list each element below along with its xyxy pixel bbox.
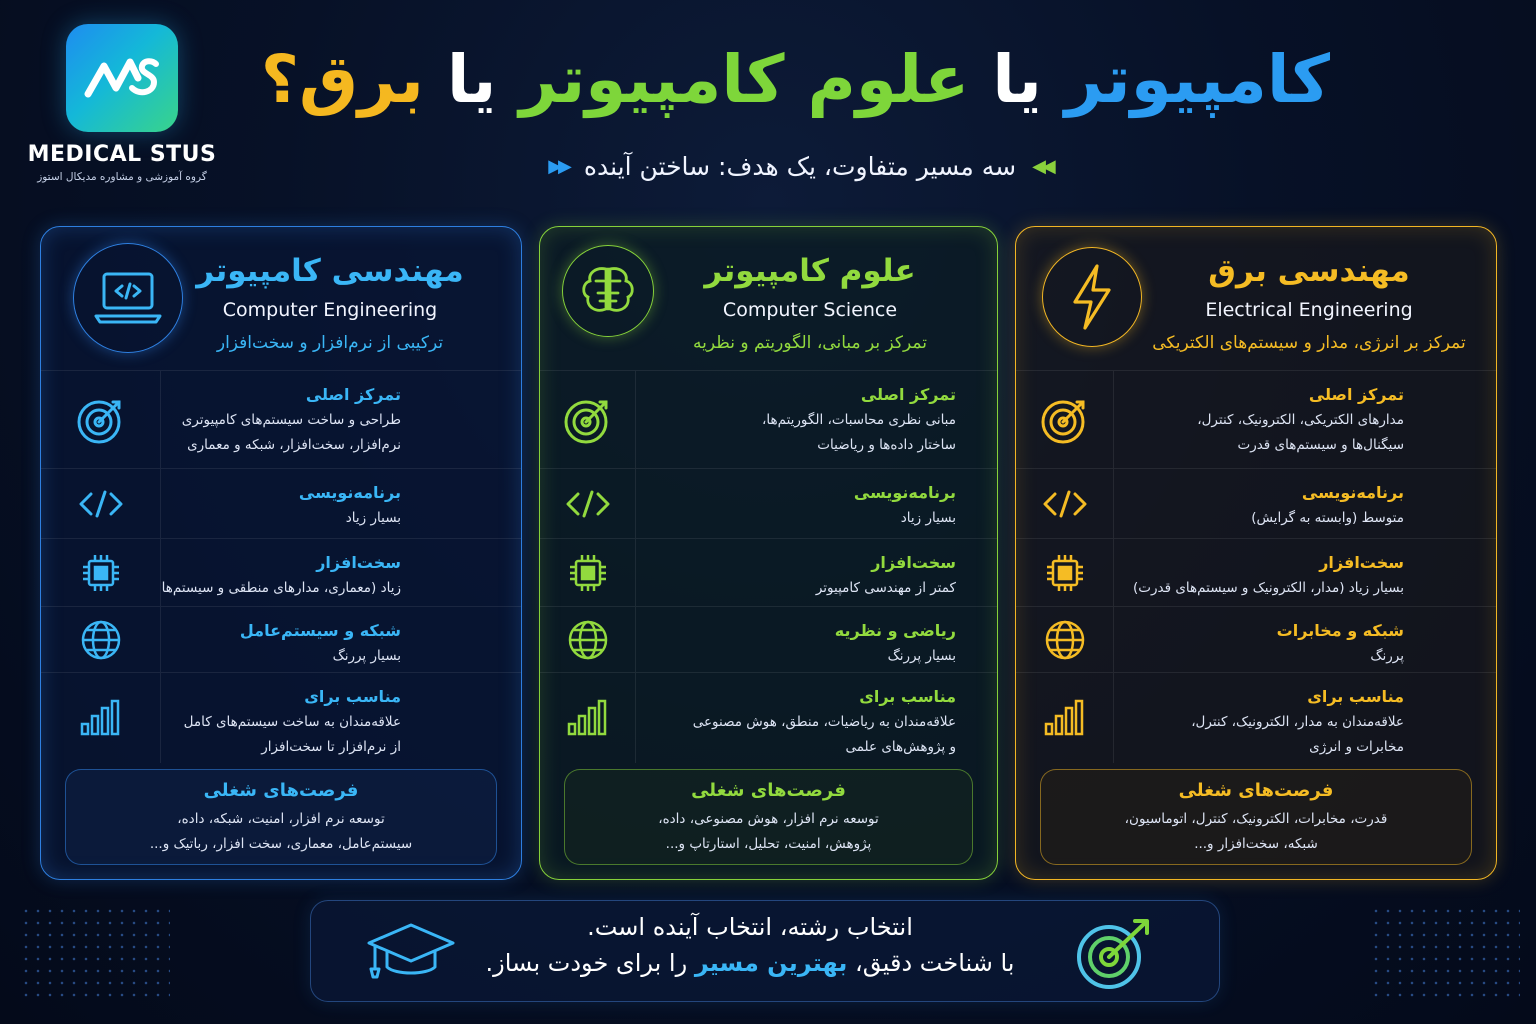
row-body: بسیار زیاد (900, 510, 956, 526)
logo-name: MEDICAL STUS (27, 142, 217, 167)
row-title: سخت‌افزار (316, 553, 401, 572)
row-network (41, 607, 521, 673)
lightning-bolt-icon (1042, 247, 1142, 347)
jobs-body: قدرت، مخابرات، الکترونیک، کنترل، اتوماسیون، شبکه، سخت‌افزار و... (1124, 811, 1388, 852)
logo-subtitle: گروه آموزشی و مشاوره مدیکال استوز (37, 171, 207, 183)
row-body: زیاد (معماری، مدارهای منطقی و سیستم‌ها (161, 580, 401, 596)
row-programming (41, 469, 521, 539)
row-body: پررنگ (1370, 648, 1404, 664)
row-body: مبانی نظری محاسبات، الگوریتم‌ها، ساختار داده‌ها و ریاضیات (762, 412, 956, 453)
chip-icon (1016, 539, 1114, 606)
target-icon (540, 371, 636, 468)
row-title: سخت‌افزار (871, 553, 956, 572)
row-suitable-for (1016, 673, 1496, 763)
row-body: کمتر از مهندسی کامپیوتر (815, 580, 956, 596)
bar-chart-icon (540, 673, 636, 763)
target-icon (1016, 371, 1114, 468)
row-hardware (540, 539, 997, 607)
row-hardware (41, 539, 521, 607)
row-focus (41, 371, 521, 469)
row-body: بسیار زیاد (مدار، الکترونیک و سیستم‌های قدرت) (1133, 580, 1404, 596)
logo-glyph-icon (82, 48, 162, 108)
logo-mark (66, 24, 178, 132)
card-computer-engineering (40, 226, 522, 880)
card-electrical-engineering (1015, 226, 1497, 880)
card-description: تمرکز بر انرژی، مدار و سیستم‌های الکتریکی (1152, 333, 1466, 353)
target-icon (41, 371, 161, 468)
jobs-body: توسعه نرم افزار، امنیت، شبکه، داده، سیستم‌عامل، معماری، سخت افزار، رباتیک و... (149, 811, 413, 852)
row-body: علاقه‌مندان به مدار، الکترونیک، کنترل، مخابرات و انرژی (1191, 714, 1404, 755)
row-network-telecom (1016, 607, 1496, 673)
card-header (1016, 227, 1496, 371)
row-title: مناسب برای (304, 687, 401, 706)
row-math-theory (540, 607, 997, 673)
chevrons-left-icon: ▶▶ (548, 156, 568, 177)
card-title-block (185, 253, 475, 353)
code-brackets-icon (1016, 469, 1114, 538)
code-brackets-icon (41, 469, 161, 538)
footer-line2: با شناخت دقیق، بهترین مسیر را برای خودت بساز. (485, 949, 1015, 977)
chip-icon (540, 539, 636, 606)
graduation-cap-icon (363, 919, 459, 987)
row-focus (1016, 371, 1496, 469)
footer-highlight: بهترین مسیر (694, 949, 848, 977)
row-title: برنامه‌نویسی (1301, 483, 1404, 502)
subtitle-text: سه مسیر متفاوت، یک هدف: ساختن آینده (583, 152, 1017, 181)
card-title-fa: مهندسی برق (1208, 253, 1410, 289)
row-body: طراحی و ساخت سیستم‌های کامپیوتری نرم‌افزار، سخت‌افزار، شبکه و معماری (181, 412, 401, 453)
row-title: تمرکز اصلی (305, 385, 401, 404)
card-title-en: Computer Engineering (222, 299, 438, 321)
card-header (540, 227, 997, 371)
row-title: مناسب برای (1307, 687, 1404, 706)
brand-logo (22, 24, 222, 183)
row-title: تمرکز اصلی (1308, 385, 1404, 404)
row-title: شبکه و مخابرات (1276, 621, 1404, 640)
title-computer: کامپیوتر (1064, 41, 1330, 118)
card-title-en: Electrical Engineering (1205, 299, 1413, 321)
row-title: شبکه و سیستم‌عامل (239, 621, 401, 640)
row-body: بسیار پررنگ (332, 648, 401, 664)
row-title: ریاضی و نظریه (834, 621, 956, 640)
chevrons-right-icon: ◀◀ (1032, 156, 1052, 177)
globe-network-icon (540, 607, 636, 672)
brain-circuit-icon (562, 245, 654, 337)
title-cs: علوم کامپیوتر (519, 41, 970, 118)
jobs-box (1040, 769, 1472, 865)
row-suitable-for (540, 673, 997, 763)
chip-icon (41, 539, 161, 606)
page-title (260, 41, 1330, 118)
bar-chart-icon (1016, 673, 1114, 763)
footer-banner (310, 900, 1220, 1002)
card-title-block (665, 253, 955, 353)
row-title: برنامه‌نویسی (853, 483, 956, 502)
bar-chart-icon (41, 673, 161, 763)
globe-network-icon (41, 607, 161, 672)
target-arrow-icon (1071, 915, 1155, 995)
card-header (41, 227, 521, 371)
card-computer-science (539, 226, 998, 880)
row-body: بسیار پررنگ (887, 648, 956, 664)
decor-dots-right (1370, 905, 1520, 1005)
row-title: برنامه‌نویسی (298, 483, 401, 502)
title-electrical: برق؟ (260, 41, 424, 118)
card-description: تمرکز بر مبانی، الگوریتم و نظریه (693, 333, 927, 353)
decor-dots-left (20, 905, 170, 1005)
card-description: ترکیبی از نرم‌افزار و سخت‌افزار (216, 333, 444, 353)
title-or-1: یا (992, 41, 1042, 118)
jobs-title: فرصت‌های شغلی (691, 780, 846, 801)
row-body: بسیار زیاد (345, 510, 401, 526)
row-body: متوسط (وابسته به گرایش) (1251, 510, 1404, 526)
row-programming (540, 469, 997, 539)
jobs-body: توسعه نرم افزار، هوش مصنوعی، داده، پژوهش، امنیت، تحلیل، استارتاپ و... (658, 811, 879, 852)
jobs-title: فرصت‌های شغلی (203, 780, 359, 801)
row-body: علاقه‌مندان به ساخت سیستم‌های کامل از نرم‌افزار تا سخت‌افزار (183, 714, 401, 755)
footer-text (471, 913, 1029, 977)
row-hardware (1016, 539, 1496, 607)
row-suitable-for (41, 673, 521, 763)
row-title: مناسب برای (859, 687, 956, 706)
globe-network-icon (1016, 607, 1114, 672)
jobs-title: فرصت‌های شغلی (1178, 780, 1334, 801)
jobs-box (65, 769, 497, 865)
page-subtitle (300, 152, 1300, 181)
card-title-block (1144, 253, 1474, 353)
row-focus (540, 371, 997, 469)
card-title-fa: علوم کامپیوتر (704, 253, 916, 289)
card-title-fa: مهندسی کامپیوتر (196, 253, 464, 289)
jobs-box (564, 769, 973, 865)
row-body: علاقه‌مندان به ریاضیات، منطق، هوش مصنوعی و پژوهش‌های علمی (692, 714, 956, 755)
row-body: مدارهای الکتریکی، الکترونیک، کنترل، سیگنال‌ها و سیستم‌های قدرت (1197, 412, 1404, 453)
code-brackets-icon (540, 469, 636, 538)
footer-line1: انتخاب رشته، انتخاب آینده است. (587, 913, 913, 941)
row-title: سخت‌افزار (1319, 553, 1404, 572)
row-programming (1016, 469, 1496, 539)
card-title-en: Computer Science (722, 299, 898, 321)
laptop-code-icon (73, 243, 183, 353)
row-title: تمرکز اصلی (860, 385, 956, 404)
title-or-2: یا (446, 41, 497, 118)
